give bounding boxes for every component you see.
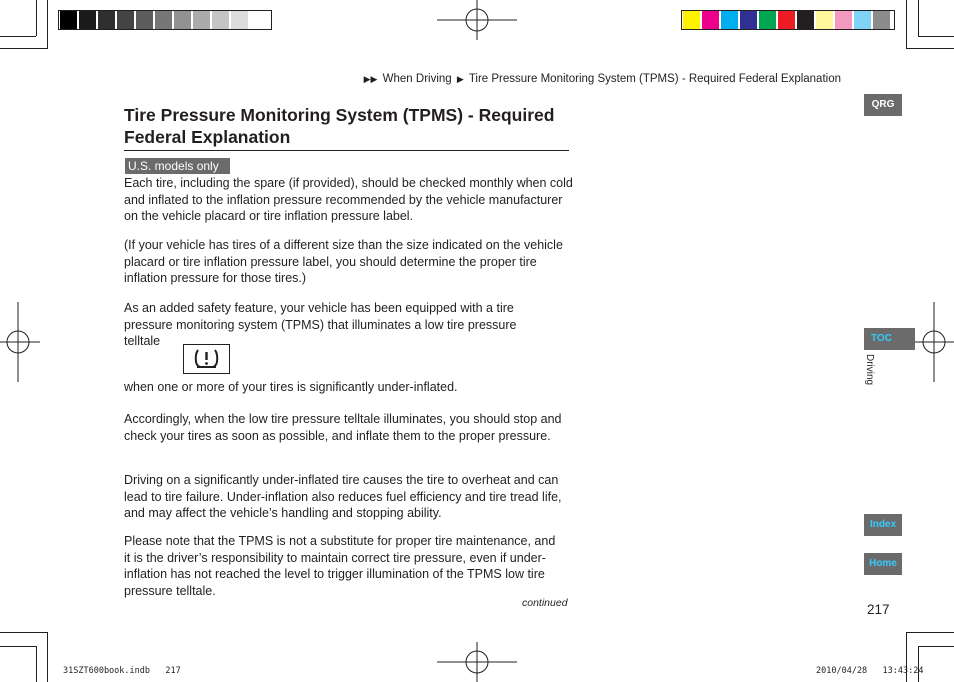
color-swatch [873,11,890,29]
breadcrumb-item-when-driving[interactable]: When Driving [382,73,452,85]
grayscale-swatch [79,11,96,29]
color-swatch [721,11,738,29]
grayscale-swatch [98,11,115,29]
color-swatch [759,11,776,29]
color-swatch [797,11,814,29]
grayscale-swatch [155,11,172,29]
toc-tab[interactable]: TOC [864,328,915,350]
low-tire-pressure-telltale [183,344,230,374]
registration-mark-bottom [437,642,517,682]
breadcrumb-item-tpms[interactable]: Tire Pressure Monitoring System (TPMS) - Required Federal Explanation [468,73,841,85]
registration-mark-top [437,0,517,40]
title-divider [124,150,569,151]
grayscale-swatch [250,11,267,29]
grayscale-swatch [231,11,248,29]
paragraph-stop-and-check: Accordingly, when the low tire pressure telltale illuminates, you should stop and check your tires as soon as possible, and inflate them to the proper pressure. [124,412,562,443]
paragraph-monthly-check: Each tire, including the spare (if provided), should be checked monthly when cold and inflated to the inflation pressure recommended by the vehicle manufacturer on the vehicle placard or tire inflation pressure label. [124,176,573,224]
index-tab[interactable]: Index [864,514,902,536]
color-swatch [683,11,700,29]
grayscale-swatch [136,11,153,29]
home-tab[interactable]: Home [864,553,902,575]
color-swatch [835,11,852,29]
qrg-tab[interactable]: QRG [864,94,902,116]
page-title: Tire Pressure Monitoring System (TPMS) - Required Federal Explanation [124,105,555,147]
paragraph-driving-under-inflated: Driving on a significantly under-inflated tire causes the tire to overheat and can lead to tire failure. Under-inflation also reduces fuel efficiency and tire tread life, and may affect the vehicle’s handling and stopping ability. [124,473,562,521]
registration-mark-left [0,302,40,382]
low-tire-pressure-icon [184,345,229,373]
paragraph-different-size: (If your vehicle has tires of a different size than the size indicated on the vehicle placard or tire inflation pressure label, you should determine the proper tire inflation pressure for those tires.) [124,238,563,286]
grayscale-swatch [212,11,229,29]
color-swatch [854,11,871,29]
color-swatch [778,11,795,29]
color-swatch [702,11,719,29]
breadcrumb [362,73,841,85]
paragraph-under-inflated: when one or more of your tires is significantly under-inflated. [124,380,458,394]
color-swatch [816,11,833,29]
grayscale-swatch [174,11,191,29]
footer-timestamp: 2010/04/28 13:43:24 [816,666,924,676]
grayscale-swatch [193,11,210,29]
page-number: 217 [867,602,890,617]
double-arrow-icon: ▶▶ [363,74,378,84]
section-label-driving: Driving [864,354,875,386]
footer-file-info: 31SZT600book.indb 217 [63,666,181,676]
registration-mark-right [914,302,954,382]
paragraph-tpms-feature: As an added safety feature, your vehicle has been equipped with a tire pressure monitoring system (TPMS) that illuminates a low tire pressure telltale [124,301,517,349]
continued-note: continued [522,597,568,609]
color-swatch [740,11,757,29]
us-models-badge: U.S. models only [125,158,230,174]
grayscale-swatch [117,11,134,29]
grayscale-swatch [60,11,77,29]
arrow-icon: ▶ [456,74,464,84]
paragraph-tpms-not-substitute: Please note that the TPMS is not a substitute for proper tire maintenance, and it is the driver’s responsibility to maintain correct tire pressure, even if under-inflation has not reached the level to trigger illumination of the TPMS low tire pressure telltale. [124,534,556,598]
